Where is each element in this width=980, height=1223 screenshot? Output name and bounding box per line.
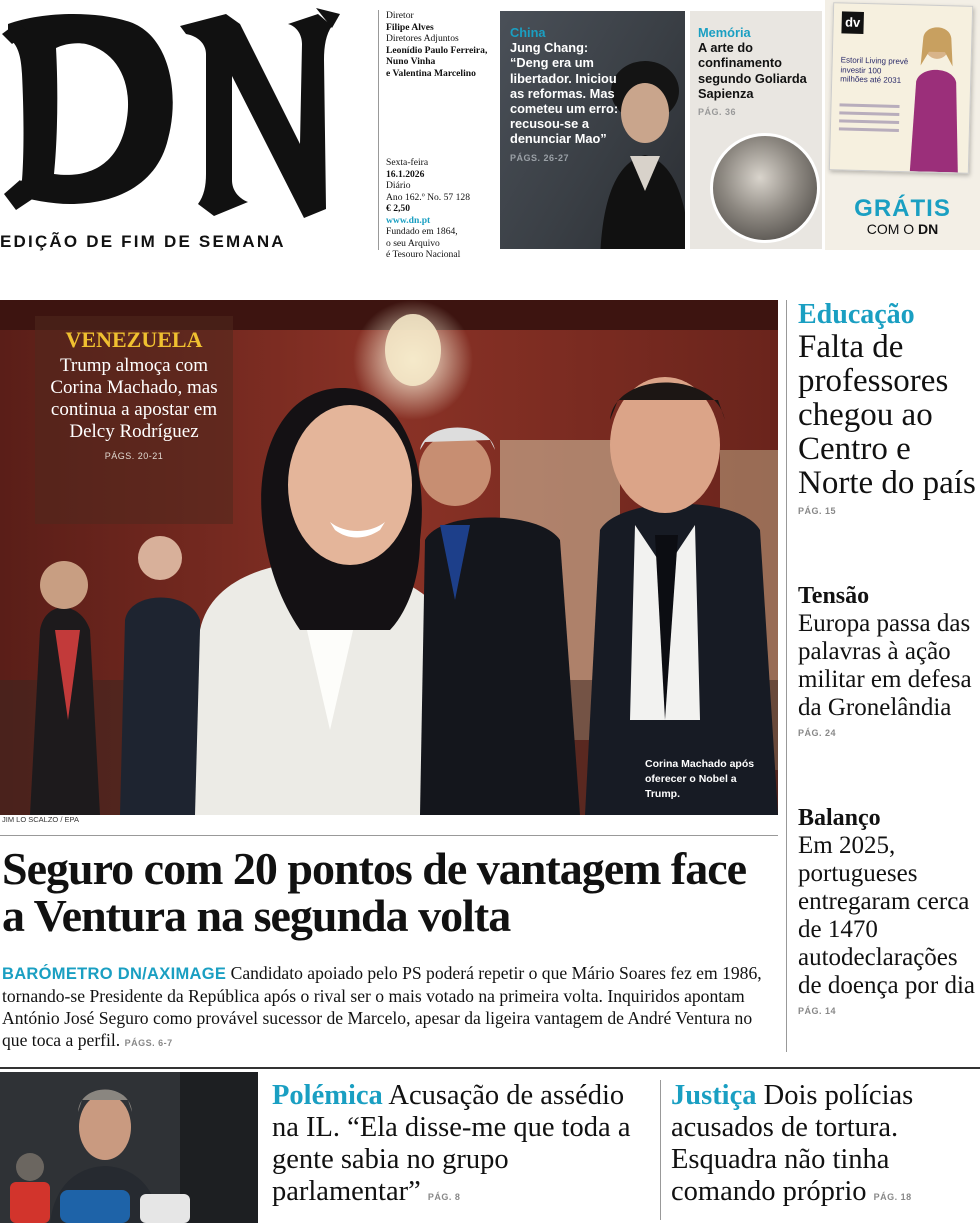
teaser-kicker: Memória bbox=[698, 25, 751, 40]
teaser-text: Jung Chang: “Deng era um libertador. Iniciou as reformas. Mas cometeu um erro: recusou-se a denunciar Mao” bbox=[510, 40, 619, 147]
story-pages: PÁG. 24 bbox=[798, 728, 837, 738]
story-balanco[interactable] bbox=[798, 804, 980, 1016]
story-justica[interactable] bbox=[660, 1080, 980, 1220]
com-dn-label: COM O DN bbox=[866, 221, 939, 237]
dn-logo[interactable] bbox=[0, 4, 345, 224]
story-kicker: Justiça bbox=[671, 1080, 757, 1111]
deputies-line: Leonídio Paulo Ferreira, bbox=[386, 44, 488, 56]
issue-number: Ano 162.º No. 57 128 bbox=[386, 191, 470, 203]
photo-caption: Corina Machado após oferecer o Nobel a Trump. bbox=[645, 758, 755, 800]
lead-kicker: BARÓMETRO DN/AXIMAGE bbox=[2, 965, 227, 983]
magazine-cover bbox=[829, 2, 973, 174]
price: € 2,50 bbox=[386, 203, 410, 214]
director-name: Filipe Alves bbox=[386, 21, 434, 33]
story-text: Falta de professores chegou ao Centro e Norte do país bbox=[798, 329, 976, 501]
teaser-text: A arte do confinamento segundo Goliarda Sapienza bbox=[698, 40, 807, 101]
deputies-line: e Valentina Marcelino bbox=[386, 67, 476, 79]
founded-line: o seu Arquivo bbox=[386, 237, 440, 249]
edition-label: EDIÇÃO DE FIM DE SEMANA bbox=[0, 232, 286, 251]
frequency: Diário bbox=[386, 180, 411, 191]
divider bbox=[0, 1067, 980, 1069]
venezuela-pages: PÁGS. 20-21 bbox=[104, 451, 164, 461]
weekday: Sexta-feira bbox=[386, 157, 429, 168]
teaser-memoria[interactable] bbox=[690, 11, 822, 249]
story-kicker: Tensão bbox=[798, 583, 870, 609]
venezuela-kicker: VENEZUELA bbox=[65, 327, 203, 352]
founded-line: é Tesouro Nacional bbox=[386, 249, 461, 260]
story-text: Acusação de assédio na IL. “Ela disse-me que toda a gente sabia no grupo parlamentar” bbox=[272, 1080, 631, 1207]
story-pages: PÁG. 8 bbox=[427, 1192, 461, 1202]
lead-pages: PÁGS. 6-7 bbox=[124, 1038, 173, 1048]
director-label: Diretor bbox=[386, 10, 414, 21]
story-kicker: Polémica bbox=[272, 1080, 383, 1111]
venezuela-teaser[interactable] bbox=[35, 316, 233, 524]
magazine-logo: dv bbox=[841, 11, 864, 34]
issue-date: 16.1.2026 bbox=[386, 168, 425, 180]
deputies-label: Diretores Adjuntos bbox=[386, 33, 459, 44]
story-text: Em 2025, portugueses entregaram cerca de 1470 autodeclarações de doença por dia bbox=[798, 832, 976, 999]
magazine-cover-photo bbox=[902, 21, 968, 173]
teaser-pages: PÁG. 36 bbox=[698, 107, 737, 118]
teaser-pages: PÁGS. 26-27 bbox=[510, 152, 570, 163]
founded-line: Fundado em 1864, bbox=[386, 226, 458, 237]
teaser-china[interactable] bbox=[500, 11, 685, 249]
bottom-photo[interactable] bbox=[0, 1072, 258, 1223]
deputies-line: Nuno Vinha bbox=[386, 56, 436, 67]
right-column bbox=[786, 300, 980, 1052]
story-pages: PÁG. 14 bbox=[798, 1006, 837, 1016]
gratis-label: GRÁTIS bbox=[854, 195, 951, 222]
website-link[interactable]: www.dn.pt bbox=[386, 214, 431, 226]
goliarda-sapienza-portrait bbox=[710, 133, 820, 243]
story-pages: PÁG. 18 bbox=[873, 1192, 912, 1202]
photo-credit: JIM LO SCALZO / EPA bbox=[2, 815, 79, 824]
main-lead bbox=[2, 962, 778, 1054]
main-headline[interactable]: Seguro com 20 pontos de vantagem face a Ventura na segunda volta bbox=[2, 843, 747, 941]
story-text: Dois polícias acusados de tortura. Esquadra não tinha comando próprio bbox=[671, 1080, 914, 1207]
story-kicker: Educação bbox=[798, 299, 915, 330]
story-tensao[interactable] bbox=[798, 582, 980, 738]
credits-box bbox=[378, 10, 496, 260]
story-educacao[interactable] bbox=[798, 300, 980, 516]
magazine-cover-headline: Estoril Living prevê investir 100 milhões até 2031 bbox=[840, 55, 909, 85]
venezuela-text: Trump almoça com Corina Machado, mas continua a apostar em Delcy Rodríguez bbox=[50, 355, 218, 442]
story-pages: PÁG. 15 bbox=[798, 506, 837, 516]
divider bbox=[0, 835, 778, 836]
story-text: Europa passa das palavras à ação militar em defesa da Gronelândia bbox=[798, 610, 972, 721]
story-kicker: Balanço bbox=[798, 805, 881, 831]
teaser-kicker: China bbox=[510, 25, 546, 40]
story-polemica[interactable] bbox=[272, 1080, 647, 1213]
lead-text: Candidato apoiado pelo PS poderá repetir o que Mário Soares fez em 1986, tornando-se Presidente da República após o rival ser o mais votado na primeira volta. Inquiridos apontam António José Seguro como provável sucessor de Marcelo, apesar da ligeira vantagem de André Ventura no que toca a perfil. bbox=[2, 963, 762, 1050]
